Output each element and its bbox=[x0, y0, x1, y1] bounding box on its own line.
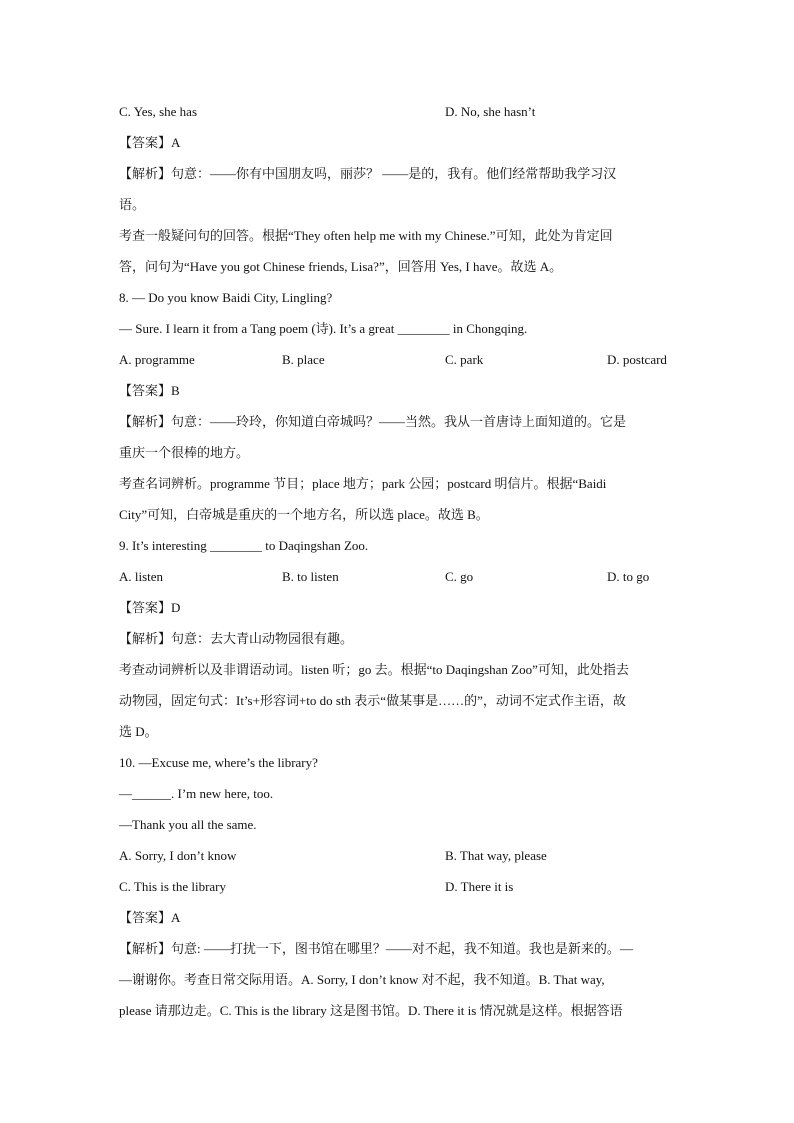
answer-option: B. That way, please bbox=[445, 848, 547, 863]
text-line: 考查名词辨析。programme 节目；place 地方；park 公园；postcard 明信片。根据“Baidi bbox=[119, 476, 607, 491]
text-line: 【解析】句意: ——打扰一下，图书馆在哪里？——对不起，我不知道。我也是新来的。— bbox=[119, 941, 633, 956]
answer-option: C. go bbox=[445, 569, 474, 584]
answer-option: D. to go bbox=[607, 569, 650, 584]
text-line: 9. It’s interesting ________ to Daqingshan Zoo. bbox=[119, 538, 369, 553]
text-line: 语。 bbox=[119, 197, 146, 212]
text-line: 【答案】D bbox=[119, 600, 181, 615]
options-row bbox=[119, 102, 679, 133]
text-line: — Sure. I learn it from a Tang poem (诗). It’s a great ________ in Chongqing. bbox=[119, 321, 528, 336]
text-line: 10. —Excuse me, where’s the library? bbox=[119, 755, 318, 770]
answer-option: A. listen bbox=[119, 569, 164, 584]
text-line: 【答案】B bbox=[119, 383, 180, 398]
text-line: 【答案】A bbox=[119, 910, 181, 925]
answer-option: C. Yes, she has bbox=[119, 104, 198, 119]
options-row bbox=[119, 877, 679, 908]
text-line: —Thank you all the same. bbox=[119, 817, 257, 832]
answer-option: C. This is the library bbox=[119, 879, 227, 894]
text-line: City”可知，白帝城是重庆的一个地方名，所以选 place。故选 B。 bbox=[119, 507, 489, 522]
text-line: 【解析】句意：——玲玲，你知道白帝城吗？——当然。我从一首唐诗上面知道的。它是 bbox=[119, 414, 627, 429]
answer-option: B. place bbox=[282, 352, 325, 367]
text-line: 【解析】句意：——你有中国朋友吗，丽莎？ ——是的，我有。他们经常帮助我学习汉 bbox=[119, 166, 617, 181]
text-line: —______. I’m new here, too. bbox=[119, 786, 274, 801]
text-line: 8. — Do you know Baidi City, Lingling? bbox=[119, 290, 333, 305]
text-line: 【答案】A bbox=[119, 135, 181, 150]
text-line: 选 D。 bbox=[119, 724, 158, 739]
options-row bbox=[119, 567, 679, 598]
answer-option: D. postcard bbox=[607, 352, 667, 367]
answer-option: D. No, she hasn’t bbox=[445, 104, 536, 119]
answer-option: C. park bbox=[445, 352, 484, 367]
answer-option: B. to listen bbox=[282, 569, 339, 584]
text-line: 动物园，固定句式：It’s+形容词+to do sth 表示“做某事是……的”，动词不定式作主语，故 bbox=[119, 693, 626, 708]
answer-option: A. Sorry, I don’t know bbox=[119, 848, 237, 863]
text-line: please 请那边走。C. This is the library 这是图书馆。D. There it is 情况就是这样。根据答语 bbox=[119, 1003, 623, 1018]
text-line: 考查一般疑问句的回答。根据“They often help me with my Chinese.”可知，此处为肯定回 bbox=[119, 228, 613, 243]
text-line: 考查动词辨析以及非谓语动词。listen 听；go 去。根据“to Daqingshan Zoo”可知，此处指去 bbox=[119, 662, 629, 677]
text-line: 答，问句为“Have you got Chinese friends, Lisa?”，回答用 Yes, I have。故选 A。 bbox=[119, 259, 563, 274]
options-row bbox=[119, 350, 679, 381]
text-line: 【解析】句意：去大青山动物园很有趣。 bbox=[119, 631, 354, 646]
text-line: 重庆一个很棒的地方。 bbox=[119, 445, 250, 460]
text-line: —谢谢你。考查日常交际用语。A. Sorry, I don’t know 对不起，我不知道。B. That way, bbox=[119, 972, 605, 987]
answer-option: A. programme bbox=[119, 352, 195, 367]
document-body bbox=[119, 102, 679, 1032]
answer-option: D. There it is bbox=[445, 879, 514, 894]
options-row bbox=[119, 846, 679, 877]
